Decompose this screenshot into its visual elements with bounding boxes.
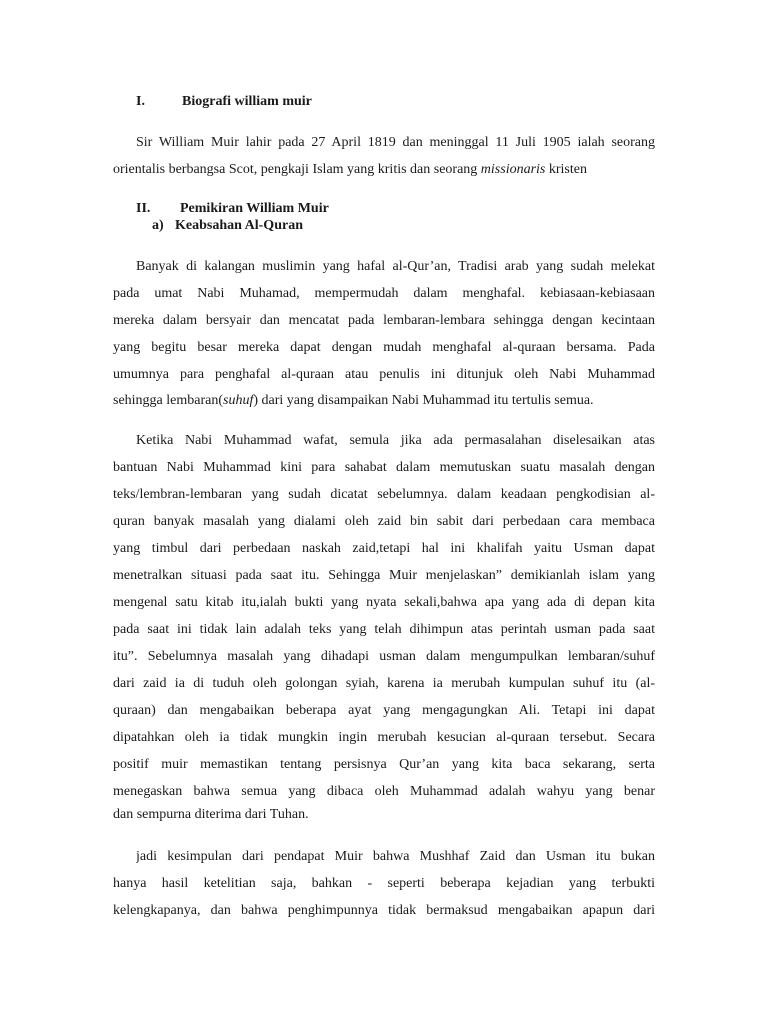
para2-line: Ketika Nabi Muhammad wafat, semula jika ada permasalahan diselesaikan atas [136,433,655,448]
para2-line: yang timbul dari perbedaan naskah zaid,tetapi hal ini khalifah yaitu Usman dapat [113,541,655,556]
section-title-2: Pemikiran William Muir [180,201,329,216]
para2-line: mengenal satu kitab itu,ialah bukti yang nyata sekali,bahwa apa yang ada di depan kita [113,595,655,610]
subsection-title: Keabsahan Al-Quran [175,218,303,233]
section-number-1: I. [136,94,145,109]
para2-line: menetralkan situasi pada saat itu. Sehingga Muir menjelaskan” demikianlah islam yang [113,568,655,583]
bio-text-b: kristen [545,162,587,177]
bio-emphasis: missionaris [480,162,546,177]
bio-line-2 [113,161,655,179]
para2-line: bantuan Nabi Muhammad kini para sahabat dalam memutuskan suatu masalah dengan [113,460,655,475]
para1-line: umumnya para penghafal al-quraan atau penulis ini ditunjuk oleh Nabi Muhammad [113,367,655,382]
bio-text-a: orientalis berbangsa Scot, pengkaji Islam yang kritis dan seorang [113,162,481,177]
para3-line: kelengkapanya, dan bahwa penghimpunnya tidak bermaksud mengabaikan apapun dari [113,903,655,918]
para2-line: quran banyak masalah yang dialami oleh zaid bin sabit dari perbedaan cara membaca [113,514,655,529]
para1-last-b: ) dari yang disampaikan Nabi Muhammad itu tertulis semua. [253,393,594,408]
para3-line: jadi kesimpulan dari pendapat Muir bahwa Mushhaf Zaid dan Usman itu bukan [136,849,655,864]
para1-last-a: sehingga lembaran( [113,393,224,408]
section-title-1: Biografi william muir [182,94,312,109]
bio-line-1: Sir William Muir lahir pada 27 April 1819 dan meninggal 11 Juli 1905 ialah seorang [136,135,655,150]
para2-line: dipatahkan oleh ia tidak mungkin ingin merubah kesucian al-quraan tersebut. Secara [113,730,655,745]
para2-line: dari zaid ia di tuduh oleh golongan syiah, karena ia merubah kumpulan suhuf itu (al- [113,676,655,691]
section-heading-1 [136,94,536,114]
para2-line: teks/lembran-lembaran yang sudah dicatat sebelumnya. dalam keadaan pengkodisian al- [113,487,655,502]
para1-last-line [113,392,655,410]
para2-last-line: dan sempurna diterima dari Tuhan. [113,807,309,822]
para2-line: quraan) dan mengabaikan beberapa ayat yang mengagungkan Ali. Tetapi ini dapat [113,703,655,718]
subsection-heading [152,218,452,238]
para3-line: hanya hasil ketelitian saja, bahkan - seperti beberapa kejadian yang terbukti [113,876,655,891]
para1-line: pada umat Nabi Muhamad, mempermudah dalam menghafal. kebiasaan-kebiasaan [113,286,655,301]
para1-emphasis: suhuf [223,393,254,408]
para1-line: Banyak di kalangan muslimin yang hafal al-Qur’an, Tradisi arab yang sudah melekat [136,259,655,274]
para1-line: mereka dalam bersyair dan mencatat pada lembaran-lembara sehingga dengan kecintaan [113,313,655,328]
para2-line: itu”. Sebelumnya masalah yang dihadapi usman dalam mengumpulkan lembaran/suhuf [113,649,655,664]
para2-line: positif muir memastikan tentang persisnya Qur’an yang kita baca sekarang, serta [113,757,655,772]
para1-line: yang begitu besar mereka dapat dengan mudah menghafal al-quraan bersama. Pada [113,340,655,355]
para2-line: pada saat ini tidak lain adalah teks yang telah dihimpun atas perintah usman pada saat [113,622,655,637]
para2-line: menegaskan bahwa semua yang dibaca oleh Muhammad adalah wahyu yang benar [113,784,655,799]
section-number-2: II. [136,201,151,216]
subsection-label: a) [152,218,164,233]
